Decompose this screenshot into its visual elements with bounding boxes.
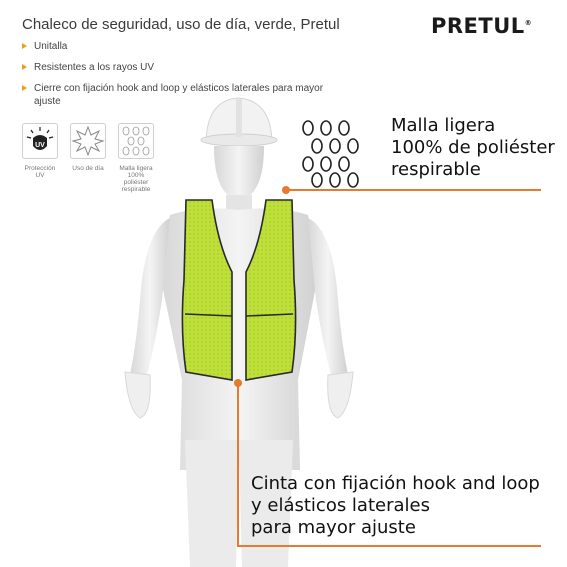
icon-caption: Protección UV [24,165,56,179]
icon-caption: Malla ligera 100% poliéster respirable [119,165,153,193]
mesh-callout-label: Malla ligera 100% de poliéster respirable [391,115,555,180]
hard-hat [201,98,277,146]
callout-line [288,189,541,191]
product-title: Chaleco de seguridad, uso de día, verde, Pretul [22,16,340,33]
callout-line [237,384,239,547]
mesh-pattern-icon [298,118,368,190]
uv-badge: UV [35,142,45,149]
icon-caption: Uso de día [72,165,104,172]
list-item: Unitalla [22,40,332,53]
list-item: Resistentes a los rayos UV [22,61,332,74]
closure-callout-label: Cinta con fijación hook and loop y elásticos laterales para mayor ajuste [251,473,540,538]
brand-logo: PRETUL® [431,14,533,38]
list-item: Cierre con fijación hook and loop y elásticos laterales para mayor ajuste [22,82,332,108]
callout-line [237,545,541,547]
brand-name: PRETUL [431,14,525,38]
